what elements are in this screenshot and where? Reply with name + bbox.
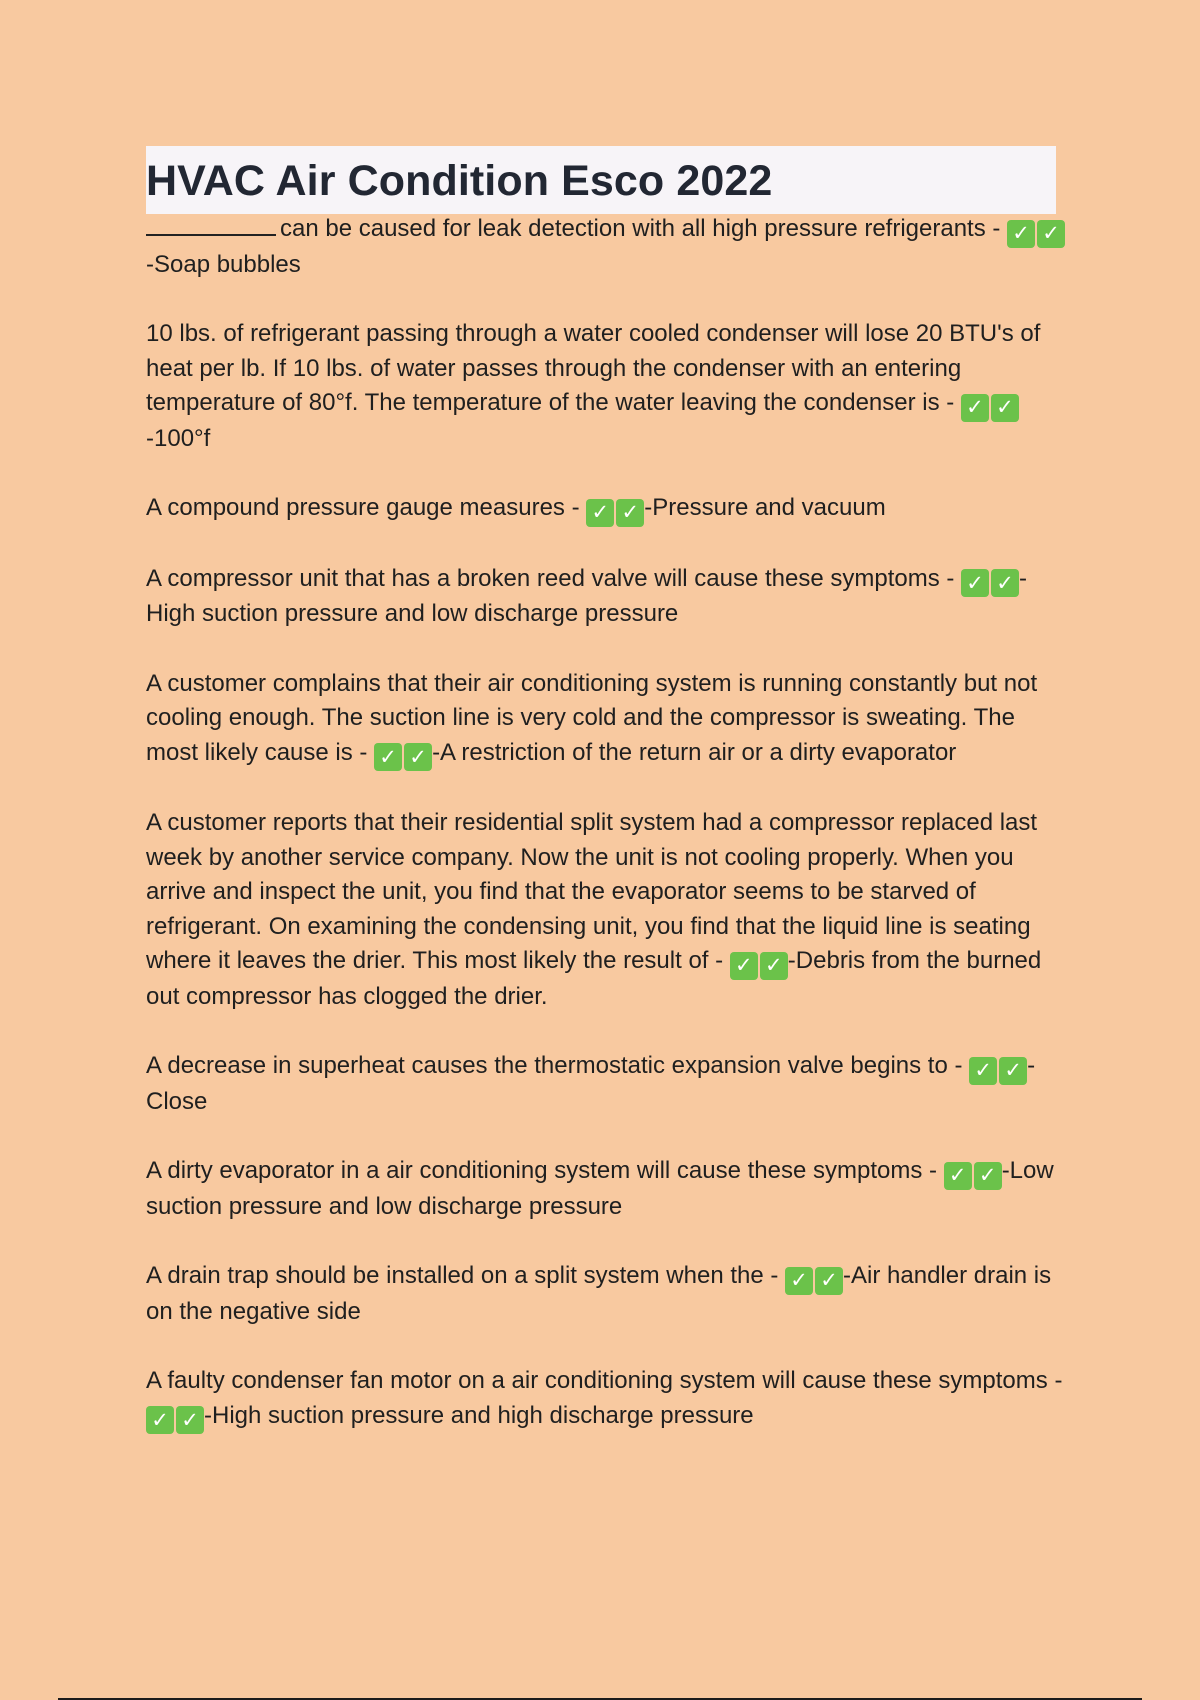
answer-text: -Low suction pressure and low discharge pressure <box>146 1157 1054 1220</box>
document-title: HVAC Air Condition Esco 2022 <box>146 156 773 205</box>
question-answer-item <box>146 562 1066 632</box>
check-mark-icon: ✓ <box>586 499 614 527</box>
question-text: A drain trap should be installed on a split system when the - <box>146 1262 779 1289</box>
check-mark-icon: ✓ <box>999 1057 1027 1085</box>
answer-marker <box>944 1162 1002 1190</box>
check-mark-icon: ✓ <box>961 569 989 597</box>
question-answer-item <box>146 1259 1066 1329</box>
answer-text: -High suction pressure and high discharge pressure <box>204 1401 754 1429</box>
fill-in-blank-line <box>146 214 276 236</box>
answer-marker <box>374 743 432 771</box>
answer-text: -Soap bubbles <box>146 250 301 278</box>
check-mark-icon: ✓ <box>404 743 432 771</box>
check-mark-icon: ✓ <box>616 499 644 527</box>
answer-marker <box>969 1057 1027 1085</box>
check-mark-icon: ✓ <box>1037 220 1065 248</box>
question-answer-item <box>146 491 1066 527</box>
question-answer-item <box>146 317 1066 456</box>
check-mark-icon: ✓ <box>1007 220 1035 248</box>
check-mark-icon: ✓ <box>815 1267 843 1295</box>
title-bar <box>146 146 1056 214</box>
check-mark-icon: ✓ <box>961 394 989 422</box>
check-mark-icon: ✓ <box>974 1162 1002 1190</box>
answer-text: -Close <box>146 1052 1036 1115</box>
check-mark-icon: ✓ <box>730 952 758 980</box>
check-mark-icon: ✓ <box>969 1057 997 1085</box>
answer-marker <box>146 1406 204 1434</box>
answer-marker <box>1007 220 1065 248</box>
question-text: can be caused for leak detection with all high pressure refrigerants - <box>280 215 1001 242</box>
check-mark-icon: ✓ <box>760 952 788 980</box>
answer-text: -A restriction of the return air or a dirty evaporator <box>432 738 957 766</box>
answer-text: -High suction pressure and low discharge pressure <box>146 564 1028 627</box>
question-text: A compound pressure gauge measures - <box>146 494 580 521</box>
question-answer-item <box>146 1154 1066 1224</box>
answer-text: -Pressure and vacuum <box>644 494 886 521</box>
question-answer-item <box>146 1364 1066 1434</box>
check-mark-icon: ✓ <box>176 1406 204 1434</box>
answer-marker <box>961 569 1019 597</box>
question-answer-item <box>146 667 1066 772</box>
question-text: A customer reports that their residential split system had a compressor replaced last week by another service company. Now the unit is not cooling properly. When you arrive and inspect the unit, you find that the evaporator seems to be starved of refrigerant. On examining the condensing unit, you find that the liquid line is seating where it leaves the drier. This most likely the result of - <box>146 809 1038 974</box>
answer-marker <box>785 1267 843 1295</box>
answer-text: -100°f <box>146 424 211 452</box>
question-text: A decrease in superheat causes the thermostatic expansion valve begins to - <box>146 1052 963 1079</box>
check-mark-icon: ✓ <box>991 394 1019 422</box>
question-answer-item <box>146 212 1066 282</box>
question-text: A customer complains that their air conditioning system is running constantly but not cooling enough. The suction line is very cold and the compressor is sweating. The most likely cause is - <box>146 669 1038 766</box>
answer-text: -Debris from the burned out compressor has clogged the drier. <box>146 947 1042 1010</box>
question-text: A faulty condenser fan motor on a air conditioning system will cause these symptoms - <box>146 1367 1063 1394</box>
check-mark-icon: ✓ <box>146 1406 174 1434</box>
answer-marker <box>961 394 1019 422</box>
check-mark-icon: ✓ <box>374 743 402 771</box>
check-mark-icon: ✓ <box>785 1267 813 1295</box>
question-answer-item <box>146 1049 1066 1119</box>
answer-text: -Air handler drain is on the negative side <box>146 1262 1052 1325</box>
answer-marker <box>730 952 788 980</box>
question-text: A dirty evaporator in a air conditioning system will cause these symptoms - <box>146 1157 938 1184</box>
check-mark-icon: ✓ <box>991 569 1019 597</box>
question-text: 10 lbs. of refrigerant passing through a water cooled condenser will lose 20 BTU's of heat per lb. If 10 lbs. of water passes through the condenser with an entering temperature of 80°f. The temperature of the water leaving the condenser is - <box>146 320 1041 416</box>
answer-marker <box>586 499 644 527</box>
question-answer-list <box>146 212 1066 1469</box>
check-mark-icon: ✓ <box>944 1162 972 1190</box>
question-text: A compressor unit that has a broken reed valve will cause these symptoms - <box>146 564 955 592</box>
question-answer-item <box>146 806 1066 1014</box>
